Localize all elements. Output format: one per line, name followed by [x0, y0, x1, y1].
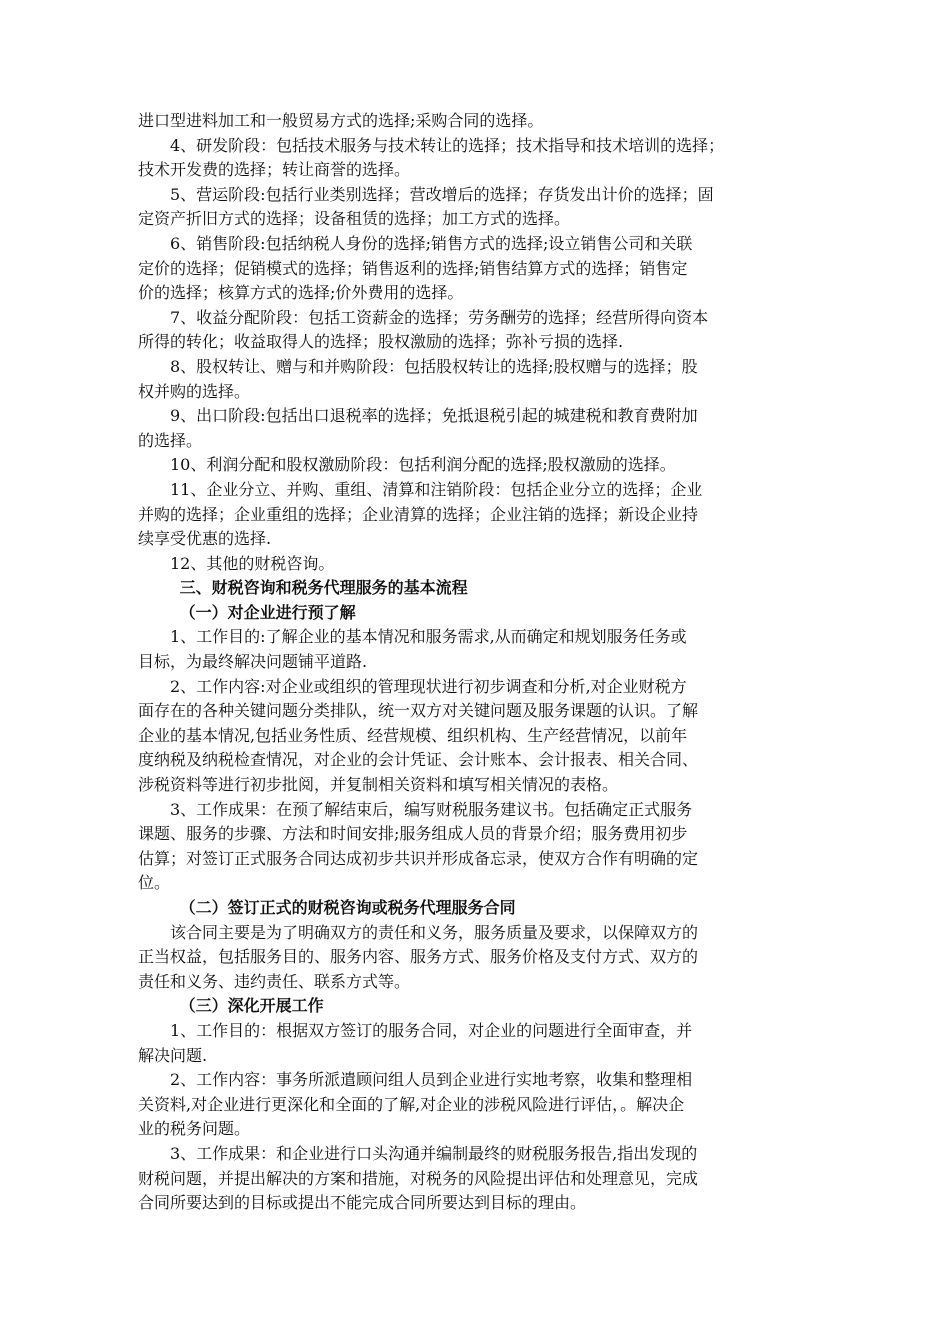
- paragraph-item-11: 11、企业分立、并购、重组、清算和注销阶段：包括企业分立的选择；企业 并购的选择；企业重组的选择；企业清算的选择；企业注销的选择；新设企业持 续享受优惠的选择.: [138, 479, 703, 549]
- sub3-item-3: 3、工作成果：和企业进行口头沟通并编制最终的财税服务报告,指出发现的 财税问题，并提出解决的方案和措施，对税务的风险提出评估和处理意见，完成 合同所要达到的目标或提出不能完成合同所要达到目标的理由。: [138, 1143, 699, 1213]
- paragraph-item-8: 8、股权转让、赠与和并购阶段：包括股权转让的选择;股权赠与的选择；股 权并购的选择。: [138, 356, 698, 401]
- sub2-item-1: 该合同主要是为了明确双方的责任和义务，服务质量及要求，以保障双方的 正当权益，包括服务目的、服务内容、服务方式、服务价格及支付方式、双方的 责任和义务、违约责任、联系方式等。: [138, 922, 699, 991]
- paragraph-item-6: 6、销售阶段:包括纳税人身份的选择;销售方式的选择;设立销售公司和关联 定价的选择；促销模式的选择；销售返利的选择;销售结算方式的选择；销售定 价的选择；核算方式的选择;价外费用的选择。: [138, 233, 693, 303]
- paragraph-continuation: 进口型进料加工和一般贸易方式的选择;采购合同的选择。: [138, 111, 544, 130]
- sub3-item-1: 1、工作目的：根据双方签订的服务合同，对企业的问题进行全面审查，并 解决问题.: [138, 1020, 693, 1065]
- paragraph-item-5: 5、营运阶段:包括行业类别选择；营改增后的选择；存货发出计价的选择；固 定资产折旧方式的选择；设备租赁的选择；加工方式的选择。: [138, 184, 714, 229]
- subsection-heading-1: （一）对企业进行预了解: [179, 602, 356, 622]
- sub1-item-2: 2、工作内容:对企业或组织的管理现状进行初步调查和分析,对企业财税方 面存在的各种关键问题分类排队，统一双方对关键问题及服务课题的认识。了解 企业的基本情况,包括业务性质、经营规模、组织机构、生产经营情况，以前年 度纳税及纳税检查情况，对企业的会计凭证、会计账本、会计报表、相关合同、 涉税资料等进行初步批阅，并复制相关资料和填写相关情况的表格。: [138, 676, 699, 795]
- sub1-item-3: 3、工作成果：在预了解结束后，编写财税服务建议书。包括确定正式服务 课题、服务的步骤、方法和时间安排;服务组成人员的背景介绍；服务费用初步 估算；对签订正式服务合同达成初步共识并形成备忘录，使双方合作有明确的定 位。: [138, 799, 699, 893]
- paragraph-item-10: 10、利润分配和股权激励阶段：包括利润分配的选择;股权激励的选择。: [170, 455, 676, 475]
- section-heading: 三、财税咨询和税务代理服务的基本流程: [179, 578, 468, 598]
- sub1-item-1: 1、工作目的:了解企业的基本情况和服务需求,从而确定和规划服务任务或 目标，为最终解决问题铺平道路.: [138, 627, 687, 672]
- paragraph-item-7: 7、收益分配阶段：包括工资薪金的选择；劳务酬劳的选择；经营所得向资本 所得的转化；收益取得人的选择；股权激励的选择；弥补亏损的选择.: [138, 307, 709, 352]
- subsection-heading-3: （三）深化开展工作: [179, 996, 324, 1016]
- paragraph-item-4: 4、研发阶段：包括技术服务与技术转让的选择；技术指导和技术培训的选择； 技术开发费的选择；转让商誉的选择。: [138, 135, 725, 180]
- paragraph-item-12: 12、其他的财税咨询。: [170, 553, 335, 573]
- paragraph-item-9: 9、出口阶段:包括出口退税率的选择；免抵退税引起的城建税和教育费附加 的选择。: [138, 406, 698, 450]
- subsection-heading-2: （二）签订正式的财税咨询或税务代理服务合同: [179, 898, 516, 917]
- sub3-item-2: 2、工作内容：事务所派遣顾问组人员到企业进行实地考察，收集和整理相 关资料,对企业进行更深化和全面的了解,对企业的涉税风险进行评估，。解决企 业的税务问题。: [138, 1070, 693, 1139]
- document-body: [138, 109, 818, 1216]
